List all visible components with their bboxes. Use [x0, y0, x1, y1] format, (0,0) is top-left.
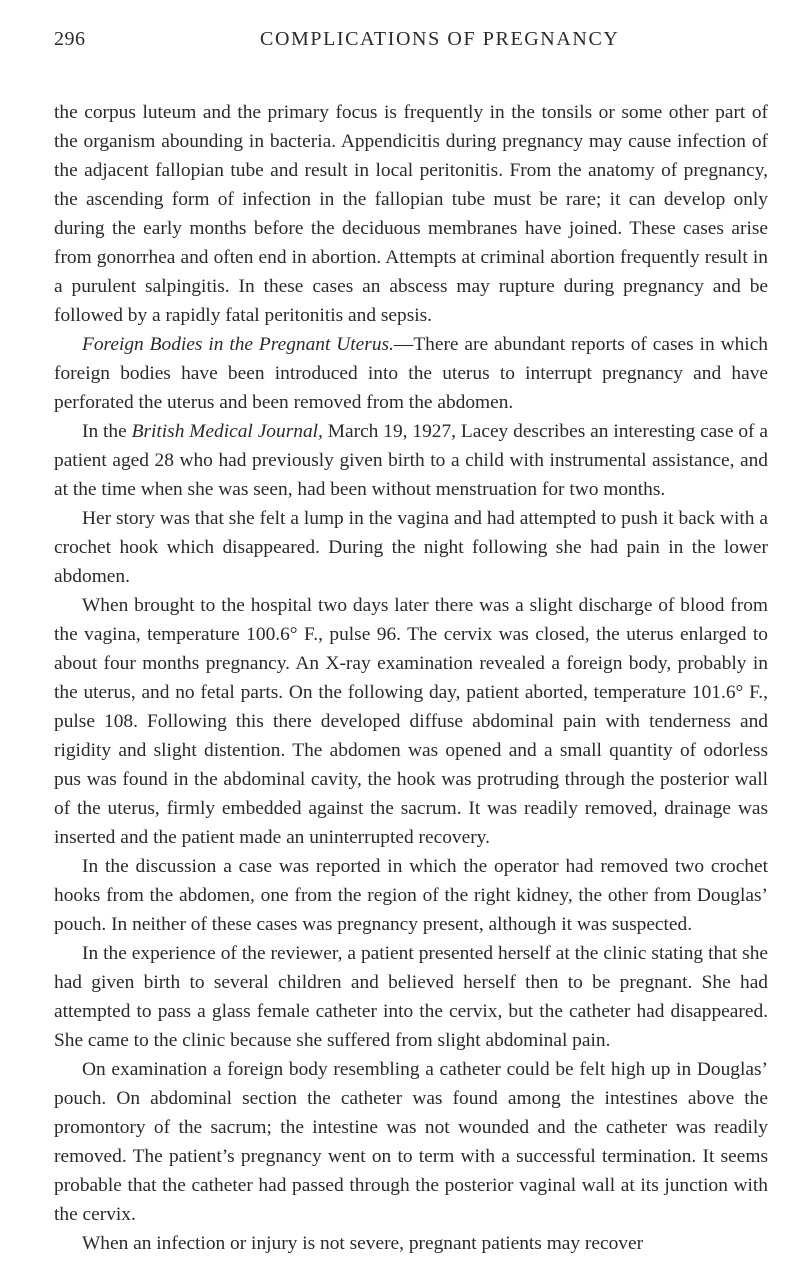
paragraph-hospital: [54, 591, 768, 852]
paragraph-discussion: [54, 852, 768, 939]
paragraph-bmj-case: [54, 417, 768, 504]
paragraph-final: [54, 1229, 768, 1258]
journal-title: British Medical Journal,: [131, 421, 323, 442]
paragraph-story: [54, 504, 768, 591]
page-header: [54, 28, 768, 64]
paragraph-text: March 19, 1927, Lacey describes an interesting case of a patient aged 28 who had previously given birth to a child with instrumental assistance, and at the time when she was seen, had been without menstruation for two months.: [54, 421, 768, 500]
paragraph-text: In the discussion a case was reported in which the operator had removed two crochet hooks from the abdomen, one from the region of the right kidney, the other from Douglas’ pouch. In neither of these cases was pregnancy present, although it was suspected.: [54, 856, 768, 935]
section-heading: Foreign Bodies in the Pregnant Uterus.: [82, 334, 394, 355]
paragraph-text: the corpus luteum and the primary focus is frequently in the tonsils or some other part of the organism abounding in bacteria. Appendicitis during pregnancy may cause infection of the adjacent fallopian tube and result in local peritonitis. From the anatomy of pregnancy, the ascending form of infection in the fallopian tube must be rare; it can develop only during the early months before the deciduous membranes have joined. These cases arise from gonorrhea and often end in abortion. Attempts at criminal abortion frequently result in a purulent salpingitis. In these cases an abscess may rupture during pregnancy and be followed by a rapidly fatal peritonitis and sepsis.: [54, 102, 768, 326]
paragraph-examination: [54, 1055, 768, 1229]
book-page: [54, 28, 768, 1258]
paragraph-prefix: In the: [82, 421, 132, 442]
paragraph-text: On examination a foreign body resembling a catheter could be felt high up in Douglas’ pouch. On abdominal section the catheter was found among the intestines above the promontory of the sacrum; the intestine was not wounded and the catheter was readily removed. The patient’s pregnancy went on to term with a successful termination. It seems probable that the catheter had passed through the posterior vaginal wall at its junction with the cervix.: [54, 1059, 768, 1225]
paragraph-text: When brought to the hospital two days later there was a slight discharge of blood from the vagina, temperature 100.6° F., pulse 96. The cervix was closed, the uterus enlarged to about four months pregnancy. An X-ray examination revealed a foreign body, probably in the uterus, and no fetal parts. On the following day, patient aborted, temperature 101.6° F., pulse 108. Following this there developed diffuse abdominal pain with tenderness and rigidity and slight distention. The abdomen was opened and a small quantity of odorless pus was found in the abdominal cavity, the hook was protruding through the posterior wall of the uterus, firmly embedded against the sacrum. It was readily removed, drainage was inserted and the patient made an uninterrupted recovery.: [54, 595, 768, 848]
paragraph-text: —There are abundant reports of cases in which foreign bodies have been introduced into the uterus to interrupt pregnancy and have perforated the uterus and been removed from the abdomen.: [54, 334, 768, 413]
running-head: COMPLICATIONS OF PREGNANCY: [260, 28, 620, 50]
paragraph-reviewer: [54, 939, 768, 1055]
paragraph-text: When an infection or injury is not severe, pregnant patients may recover: [82, 1233, 644, 1254]
page-number: 296: [54, 28, 86, 50]
body-text: [54, 98, 768, 1258]
paragraph-text: In the experience of the reviewer, a patient presented herself at the clinic stating that she had given birth to several children and believed herself then to be pregnant. She had attempted to pass a glass female catheter into the cervix, but the catheter had disappeared. She came to the clinic because she suffered from slight abdominal pain.: [54, 943, 768, 1051]
paragraph-continued: [54, 98, 768, 330]
paragraph-foreign-bodies: [54, 330, 768, 417]
paragraph-text: Her story was that she felt a lump in the vagina and had attempted to push it back with a crochet hook which disappeared. During the night following she had pain in the lower abdomen.: [54, 508, 768, 587]
